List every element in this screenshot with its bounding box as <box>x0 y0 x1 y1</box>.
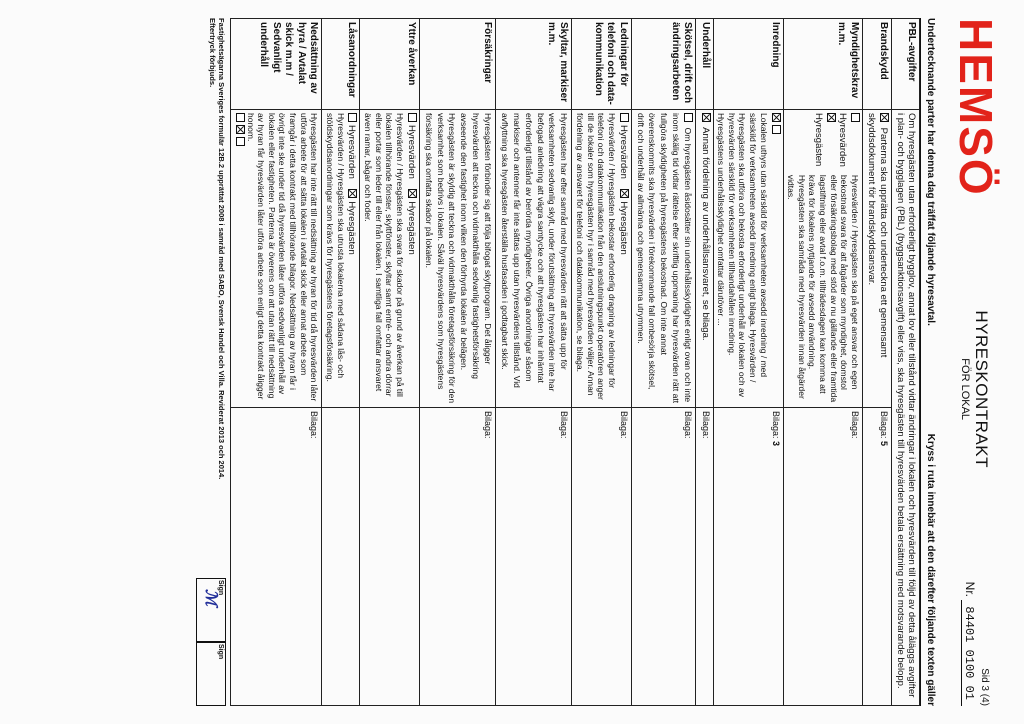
row-label: Inredning <box>713 19 783 110</box>
clause-table <box>230 18 920 706</box>
checked-checkbox[interactable] <box>236 125 245 134</box>
nr-value: 84401 0100 01 <box>962 600 977 706</box>
table-row <box>231 19 322 706</box>
row-content: Hyresvärden Hyresgästen Hyresvärden / Hyresgästen ska svara för skador på grund av åverkan på till lokalen tillhörande fönster, skyltfönster, skyltar samt entré- och andra dörrar eller portar som leder till eller från lokalen. I samtliga fall omfattar ansvaret även ramar, bågar och foder. <box>360 110 419 408</box>
sign-label: Sign <box>217 644 225 660</box>
contract-number <box>962 582 978 706</box>
row-content <box>631 110 695 408</box>
row-label: Myndighetskrav m.m. <box>783 19 862 110</box>
bilaga-label: Bilaga: <box>850 411 860 439</box>
signature-boxes <box>196 578 226 706</box>
bilaga-cell <box>631 408 695 706</box>
intro-line <box>921 18 937 706</box>
signature-box-1[interactable] <box>196 578 226 642</box>
footer-copyright: Fastighetsägarna Sveriges formulär 12B.2 upprättat 2008 i samråd med SABO, Svensk Handel och Villa. Reviderat 2013 och 2014. <box>217 18 227 480</box>
bilaga-cell <box>419 408 495 706</box>
bilaga-label: Bilaga: <box>770 411 781 439</box>
checkbox-hyresvarden[interactable] <box>349 113 358 122</box>
table-row <box>891 19 920 706</box>
row-text: Hyresgästen förbinder sig att följa bifogat skyltprogram. Det åligger hyresvärden att teckna och vidmakthålla sedvanlig fastighetsförsäkring avseende den fastighet inom vilken den förhyrda lokalen är belägen. Hyresgästen är skyldig att teckna och vidmakthålla företagsförsäkring för den verksamhet som bedrivs i lokalen. Såväl hyresvärdens som hyresgästens försäkring ska omfatta skador på lokalen. <box>423 113 494 404</box>
row-text: Annan fördelning av underhållsansvaret, se bilaga. <box>699 127 711 341</box>
checked-checkbox[interactable] <box>772 113 781 122</box>
row-content: Hyresvärden Hyresgästen Hyresvärden / Hyresgästen bekostar erforderlig dragning av ledningar för telefoni och datakommunikation från den anslutningspunkt operatören anger till de lokaler som hyresgästen hyr i samråd med hyresvärden väljer. Annan fördelning av ansvaret för telefoni och datakommunikation, se bilaga. <box>572 110 631 408</box>
row-text: Hyresvärden / Hyresgästen ska på eget ansvar och egen bekostnad svara för att åtgärder som myndighet, domstol eller försäkringsbolag med stöd av nu gällande eller framtida lagstiftning eller avtal f.o.m. tillträdesdagen kan komma att kräva för lokalens nyttjande för avsedd användning. Hyresgästen ska samråda med hyresvärden innan åtgärder vidtas. <box>786 174 860 403</box>
bilaga-label: Bilaga: <box>700 411 711 439</box>
table-row <box>322 19 360 706</box>
bilaga-label: Bilaga: <box>309 411 320 439</box>
row-label: Försäkringar <box>419 19 495 110</box>
nr-label: Nr. <box>963 581 978 598</box>
row-text: Hyresvärden / Hyresgästen ska svara för skador på grund av åverkan på till lokalen tillhörande fönster, skyltfönster, skyltar samt entré- och andra dörrar eller portar som leder till eller från lokalen. I samtliga fall omfattar ansvaret även ramar, bågar och foder. <box>363 113 405 397</box>
row-text: Om hyresgästen åsidosätter sin underhållsskyldighet enligt ovan och inte inom skälig tid vidtar rättelse efter skriftlig uppmaning har hyresvärden rätt att fullgöra skyldigheten på hyresgästens bekostnad. Om inte annat överenskommits ska hyresvärden i förekommande fall ombesörja skötsel, drift och underhåll av allmänna och gemensamma utrymmen. <box>635 113 694 404</box>
row-content: Hyresvärden Hyresgästen Hyresvärden / Hyresgästen ska utrusta lokalerna med sådana lås- och stöldskyddsanordningar som krävs för hyresgästens företagsförsäkring. <box>322 110 360 408</box>
company-logo: HEMSÖ <box>950 18 1002 197</box>
table-row <box>863 19 892 706</box>
bilaga-cell <box>231 408 322 706</box>
row-content <box>863 110 892 408</box>
intro-checkbox-note: Kryss i ruta innebär att den därefter följande texten gäller <box>925 433 936 706</box>
row-label: PBL-avgifter <box>891 19 920 110</box>
row-label: Ledningar för telefoni och data-kommunikation <box>572 19 631 110</box>
bilaga-cell <box>863 408 892 706</box>
checkbox[interactable] <box>236 137 245 146</box>
checkbox-hyresvarden[interactable] <box>408 113 417 122</box>
checkbox-hyresgasten[interactable] <box>827 113 836 122</box>
row-label: Skötsel, drift och ändringsarbeten <box>631 19 695 110</box>
row-text: Hyresvärden / Hyresgästen bekostar erforderlig dragning av ledningar för telefoni och datakommunikation från den anslutningspunkt operatören anger till de lokaler som hyresgästen hyr i samråd med hyresvärden väljer. Annan fördelning av ansvaret för telefoni och datakommunikation, se bilaga. <box>575 113 617 400</box>
table-row <box>496 19 572 706</box>
row-label: Underhåll <box>696 19 714 110</box>
bilaga-label: Bilaga: <box>878 411 889 439</box>
row-text: Lokalen uthyrs utan särskild för verksamheten avsedd inredning / med särskild för verksamheten avsedd inredning enligt bilaga. Hyresvärden / Hyresgästen ska utföra och bekosta erforderligt underhåll av lokalen och av hyresvärden särskild för verksamheten tillhandahållen inredning. Hyresgästens underhållsskyldighet omfattar därutöver ... <box>716 113 769 397</box>
bilaga-label: Bilaga: <box>618 411 629 439</box>
row-text: Parterna ska upprätta och underteckna ett gemensamt skyddsdokument för brandskyddsansvar. <box>865 113 889 358</box>
checkbox[interactable] <box>772 125 781 134</box>
bilaga-cell <box>360 408 419 706</box>
bilaga-cell <box>322 408 360 706</box>
document-title: HYRESKONTRAKT <box>972 310 991 468</box>
table-row <box>713 19 783 706</box>
table-row <box>419 19 495 706</box>
table-row <box>360 19 419 706</box>
header-right <box>962 582 991 706</box>
bilaga-label: Bilaga: <box>683 411 694 439</box>
intro-text: Undertecknande parter har denna dag träffat följande hyresavtal. <box>925 18 936 326</box>
row-text: Om hyresgästen utan erforderligt bygglov, annat lov eller tillstånd vidtar ändringar i lokalen och hyresvärden till följd av detta åläggs avgifter i plan- och bygglagen (PBL) (byggsanktionsavgift) eller viss, ska hyresgästen till hyresvärden betala ersättning med motsvarande belopp. <box>891 110 920 706</box>
bilaga-cell <box>783 408 862 706</box>
bilaga-cell <box>696 408 714 706</box>
row-content <box>231 110 322 408</box>
row-content <box>696 110 714 408</box>
checkbox-hyresvarden[interactable] <box>620 113 629 122</box>
bilaga-label: Bilaga: <box>559 411 570 439</box>
checkbox[interactable] <box>684 113 693 122</box>
signature-mark: ℳ <box>202 589 222 607</box>
bilaga-cell <box>496 408 572 706</box>
signature-box-2[interactable] <box>196 642 226 706</box>
row-label: Brandskydd <box>863 19 892 110</box>
sign-label: Sign <box>217 580 225 596</box>
footer-copyright-2: Eftertryck förbjuds. <box>207 18 217 88</box>
page-footer <box>196 18 226 706</box>
table-row <box>696 19 714 706</box>
bilaga-cell <box>572 408 631 706</box>
checkbox-hyresgasten[interactable] <box>620 189 629 198</box>
page-number: Sid 3 (4) <box>979 668 990 706</box>
row-label: Nedsättning av hyra / Avtalat skick m.m / Sedvanligt underhåll <box>231 19 322 110</box>
row-text: Hyresvärden / Hyresgästen ska utrusta lokalerna med sådana lås- och stöldskyddsanordningar som krävs för hyresgästens företagsförsäkring. <box>325 113 346 382</box>
table-row <box>572 19 631 706</box>
checkbox-hyresgasten[interactable] <box>349 189 358 198</box>
page-header <box>942 18 1004 706</box>
bilaga-number: 3 <box>770 441 781 447</box>
table-row <box>783 19 862 706</box>
row-content <box>419 110 495 408</box>
title-block <box>957 310 992 468</box>
checkbox-group: Hyresvärden Hyresgästen Hyresvärden / Hyresgästen ska på eget ansvar och egen bekostnad svara för att åtgärder som myndighet, domstol eller försäkringsbolag med stöd av nu gällande eller framtida lagstiftning eller avtal f.o.m. tillträdesdagen kan komma att kräva för lokalens nyttjande för avsedd användning. Hyresgästen ska samråda med hyresvärden innan åtgärder vidtas. <box>786 113 860 403</box>
row-text: Hyresgästen har inte rätt till nedsättning av hyran för tid då hyresvärden låter utföra arbete för att sätta lokalen i avtalat skick eller annat arbete som framgår i detta kontrakt med tillhörande bilagor. Nedsättning av hyran får i övrigt inte ske under tid då hyresvärden låter utföra sedvanligt underhåll av lokalen eller fastigheten. Parterna är överens om att utan rätt till nedsättning av hyran får hyresvärden låter utföra arbete som enligt detta kontrakt åligger honom. <box>245 113 320 402</box>
checkbox-hyresgasten[interactable] <box>408 189 417 198</box>
table-row <box>631 19 695 706</box>
row-text: Hyresgästen har efter samråd med hyresvärden rätt att sätta upp för verksamheten sedvanlig skylt, under förutsättning att hyresvärden inte har befogad anledning att vägra samtycke och att hyresgästen har inhämtat erforderligt tillstånd av berörda myndigheter. Övriga anordningar såsom markiser och antenner får inte sättas upp utan hyresvärdens tillstånd. Vid avflyttning ska hyresgästen återställa husfasaden i godtagbart skick. <box>500 113 570 392</box>
row-content <box>713 110 783 408</box>
row-label: Skyltar, markiser m.m. <box>496 19 572 110</box>
document-subtitle: FÖR LOKAL <box>958 358 971 421</box>
checked-checkbox[interactable] <box>880 113 889 122</box>
bilaga-number: 5 <box>878 441 889 447</box>
row-label: Låsanordningar <box>322 19 360 110</box>
checked-checkbox[interactable] <box>702 113 711 122</box>
row-content <box>496 110 572 408</box>
checkbox-hyresvarden[interactable] <box>851 113 860 122</box>
bilaga-label: Bilaga: <box>483 411 494 439</box>
row-label: Yttre åverkan <box>360 19 419 110</box>
row-content <box>783 110 862 408</box>
footer-text <box>196 18 226 479</box>
checkbox[interactable] <box>236 113 245 122</box>
bilaga-cell <box>713 408 783 706</box>
